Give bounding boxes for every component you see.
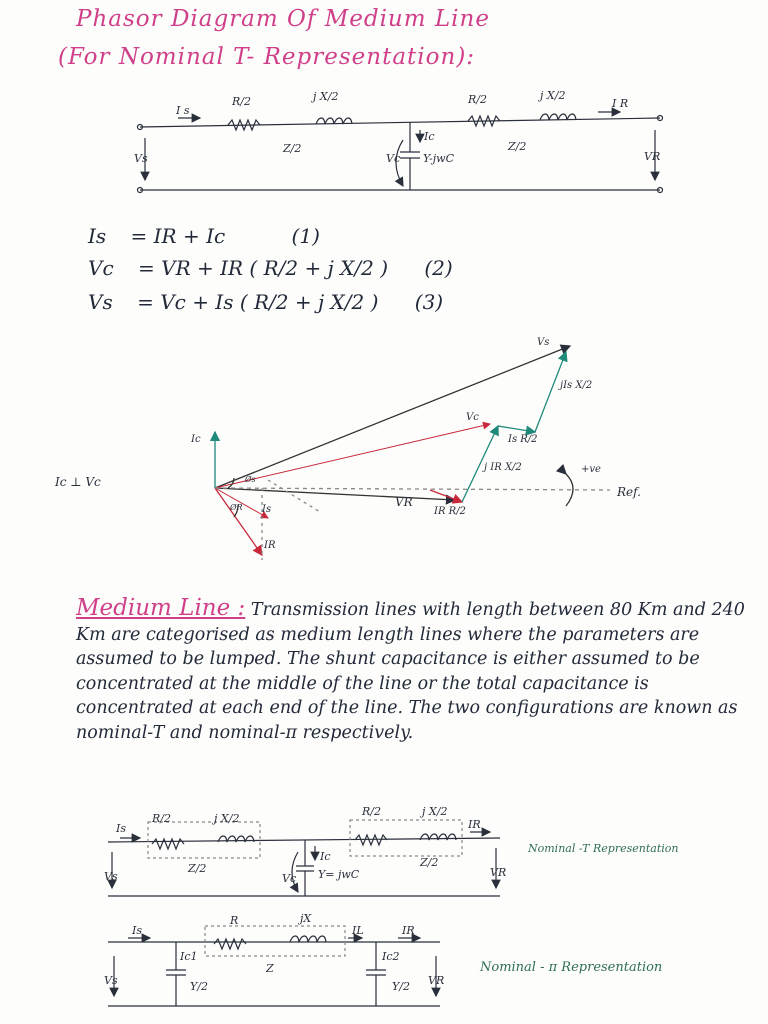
c2-vc: Vc — [282, 872, 297, 885]
c1-is: I s — [176, 104, 190, 117]
phasor-ir — [215, 488, 262, 555]
c1-jx-half-2: j X/2 — [540, 89, 566, 102]
phasor-labels — [54, 337, 641, 551]
c1-r-half: R/2 — [232, 95, 251, 108]
c2-r-half-2: R/2 — [362, 805, 381, 818]
caption-nominal-t: Nominal -T Representation — [528, 842, 679, 855]
c1-vr: VR — [644, 150, 661, 163]
ph-phi-s: Øs — [245, 475, 256, 484]
eq1-num: (1) — [291, 224, 320, 248]
ph-phi-r: ØR — [230, 503, 243, 512]
ph-ir: IR — [264, 540, 276, 551]
eq3-num: (3) — [414, 290, 444, 314]
c1-vc: Vc — [386, 152, 401, 165]
circuit-top-labels — [134, 89, 660, 165]
c1-vs: Vs — [134, 152, 148, 165]
c2-jx-half-2: j X/2 — [422, 805, 448, 818]
c3-il: IL — [352, 924, 364, 937]
c3-z: Z — [266, 962, 274, 975]
eq2-num: (2) — [424, 256, 453, 280]
c2-vr: VR — [490, 866, 507, 879]
c2-jx-half: j X/2 — [214, 812, 240, 825]
ph-irr2: IR R/2 — [434, 506, 466, 517]
eq1-rhs: = IR + Ic — [130, 224, 226, 248]
ref-line — [215, 488, 610, 490]
phasor-diagram — [215, 346, 610, 560]
ph-vs: Vs — [537, 337, 550, 348]
circuit-nominal-pi — [108, 926, 440, 1006]
c2-is: Is — [116, 822, 126, 835]
c3-vr: VR — [428, 974, 445, 987]
c1-jx-half: j X/2 — [313, 90, 339, 103]
c2-r-half: R/2 — [152, 812, 171, 825]
c3-vs: Vs — [104, 974, 118, 987]
caption-nominal-pi: Nominal - π Representation — [480, 960, 663, 975]
c1-y: Y-jwC — [423, 152, 455, 165]
c1-ic: Ic — [424, 130, 435, 143]
ph-jirx2: j IR X/2 — [484, 462, 522, 473]
c2-y: Y= jwC — [318, 868, 360, 881]
page-title: Phasor Diagram Of Medium Line — [76, 6, 490, 32]
ph-ic: Ic — [191, 434, 201, 445]
eq3-lhs: Vs — [88, 290, 113, 314]
equation-3 — [88, 290, 443, 314]
c2-z-half-2: Z/2 — [420, 856, 439, 869]
c3-ic1: Ic1 — [180, 950, 198, 963]
c3-y2: Y/2 — [392, 980, 410, 993]
ph-vc: Vc — [466, 412, 479, 423]
circuit-nominal-t — [108, 820, 500, 896]
ph-perp: Ic ⊥ Vc — [55, 475, 101, 489]
page-subtitle: (For Nominal T- Representation): — [58, 44, 476, 70]
c1-z-half-2: Z/2 — [508, 140, 527, 153]
c3-jx: jX — [300, 912, 312, 925]
ph-vr: VR — [395, 495, 413, 509]
circuit-nominal-pi-labels — [104, 912, 444, 993]
ph-is: Is — [262, 504, 272, 515]
c3-ir: IR — [402, 924, 415, 937]
c2-ic: Ic — [320, 850, 331, 863]
equation-2 — [88, 256, 453, 280]
c2-ir: IR — [468, 818, 481, 831]
paragraph-heading: Medium Line : — [76, 595, 246, 621]
c2-z-half: Z/2 — [188, 862, 207, 875]
ph-jisx2: jIs X/2 — [560, 380, 593, 391]
eq3-rhs: = Vc + Is ( R/2 + j X/2 ) — [137, 290, 379, 314]
ph-isr2: Is R/2 — [508, 434, 538, 445]
c3-ic2: Ic2 — [382, 950, 400, 963]
c3-y1: Y/2 — [190, 980, 208, 993]
c2-vs: Vs — [104, 870, 118, 883]
c1-ir: I R — [612, 97, 629, 110]
phasor-vr — [215, 488, 455, 500]
eq2-lhs: Vc — [88, 256, 114, 280]
eq1-lhs: Is — [88, 224, 107, 248]
medium-line-paragraph — [76, 596, 756, 745]
ph-plusve: +ve — [581, 464, 601, 475]
c1-z-half: Z/2 — [283, 142, 302, 155]
eq2-rhs: = VR + IR ( R/2 + j X/2 ) — [138, 256, 388, 280]
equation-1 — [88, 224, 320, 248]
paragraph-body: Transmission lines with length between 80 Km and 240 Km are categorised as medium length lines where the parameters are assumed to be lumped. The shunt capacitance is either assumed to be concentrated at the middle of the line or the total capacitance is concentrated at each end of the line. The two configurations are known as nominal-T and nominal-π respectively. — [76, 600, 745, 743]
c1-r-half-2: R/2 — [468, 93, 487, 106]
c3-is: Is — [132, 924, 142, 937]
c3-r: R — [230, 914, 239, 927]
ph-ref: Ref. — [617, 485, 641, 499]
phasor-jisx — [535, 352, 566, 432]
